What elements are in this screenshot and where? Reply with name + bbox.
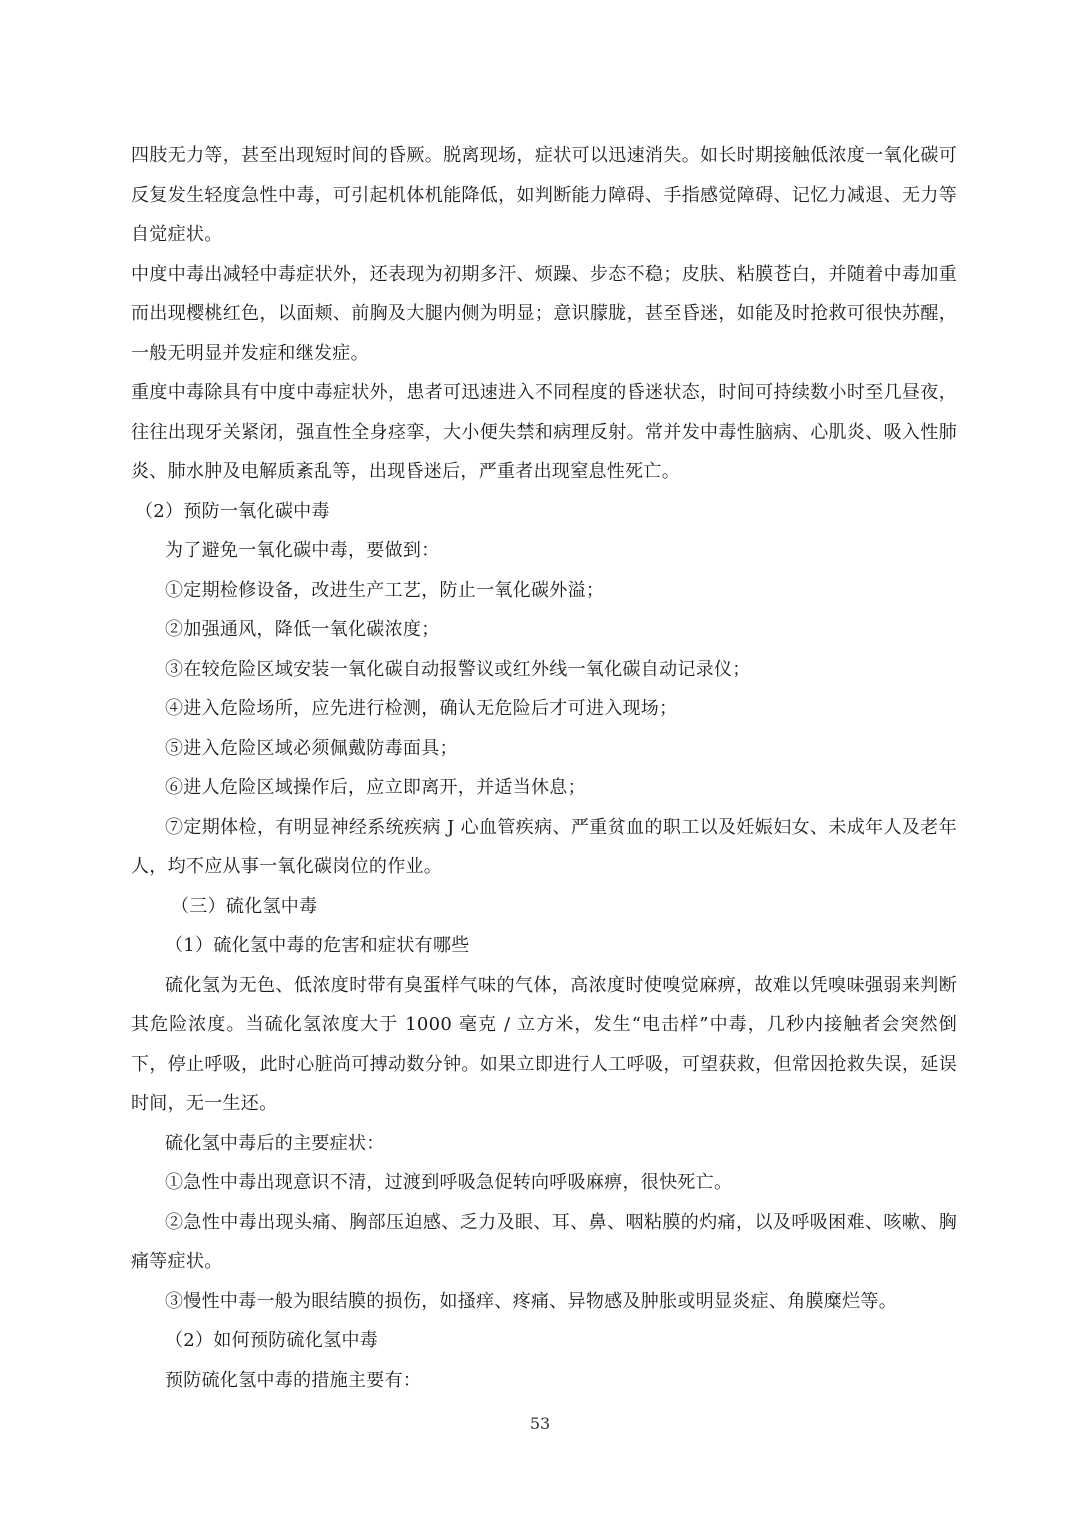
co-prevention-item: ⑥进人危险区域操作后，应立即离开，并适当休息； <box>165 777 586 798</box>
h2s-symptom-item: ①急性中毒出现意识不清，过渡到呼吸急促转向呼吸麻痹，很快死亡。 <box>165 1172 733 1193</box>
co-prevention-item: ④进入危险场所，应先进行检测，确认无危险后才可进入现场； <box>165 698 678 719</box>
h2s-hazards-paragraph: 硫化氢为无色、低浓度时带有臭蛋样气味的气体，高浓度时使嗅觉麻痹，故难以凭嗅味强弱来判断其危险浓度。当硫化氢浓度大于 1000 毫克 / 立方米，发生“电击样”中毒，几秒内接触者会突然倒下，停止呼吸，此时心脏尚可搏动数分钟。如果立即进行人工呼吸，可望获救，但常因抢救失误，延误时间，无一生还。 <box>131 974 958 1114</box>
page-number: 53 <box>529 1414 551 1433</box>
co-prevention-item: ①定期检修设备，改进生产工艺，防止一氧化碳外溢； <box>165 579 605 601</box>
co-prevention-heading: （2）预防一氧化碳中毒 <box>135 500 330 522</box>
h2s-prevention-heading: （2）如何预防硫化氢中毒 <box>165 1330 379 1351</box>
co-prevention-item: ③在较危险区域安装一氧化碳自动报警议或红外线一氧化碳自动记录仪； <box>165 658 751 680</box>
h2s-symptoms-intro: 硫化氢中毒后的主要症状： <box>165 1132 385 1154</box>
co-prevention-item: ②加强通风，降低一氧化碳浓度； <box>165 619 440 640</box>
paragraph-moderate-poisoning: 中度中毒出减轻中毒症状外，还表现为初期多汗、烦躁、步态不稳；皮肤、粘膜苍白，并随着中毒加重而出现樱桃红色，以面颊、前胸及大腿内侧为明显；意识朦胧，甚至昏迷，如能及时抢救可很快苏醒，一般无明显并发症和继发症。 <box>131 263 957 364</box>
co-prevention-intro: 为了避免一氧化碳中毒，要做到： <box>165 540 440 561</box>
h2s-hazards-heading: （1）硫化氢中毒的危害和症状有哪些 <box>165 935 470 956</box>
body-text <box>131 136 957 1400</box>
paragraph-severe-poisoning: 重度中毒除具有中度中毒症状外，患者可迅速进入不同程度的昏迷状态，时间可持续数小时至几昼夜，往往出现牙关紧闭，强直性全身痉挛，大小便失禁和病理反射。常并发中毒性脑病、心肌炎、吸入性肺炎、肺水肿及电解质紊乱等，出现昏迷后，严重者出现窒息性死亡。 <box>131 382 957 482</box>
h2s-symptom-item: ②急性中毒出现头痛、胸部压迫感、乏力及眼、耳、鼻、咽粘膜的灼痛，以及呼吸困难、咳嗽、胸痛等症状。 <box>131 1211 957 1272</box>
h2s-prevention-intro: 预防硫化氢中毒的措施主要有： <box>165 1369 422 1391</box>
h2s-section-heading: （三）硫化氢中毒 <box>171 895 318 917</box>
co-prevention-item: ⑦定期体检，有明显神经系统疾病 J 心血管疾病、严重贫血的职工以及妊娠妇女、未成年人及老年人，均不应从事一氧化碳岗位的作业。 <box>131 816 957 877</box>
co-prevention-item: ⑤进入危险区域必须佩戴防毒面具； <box>165 737 458 759</box>
h2s-symptom-item: ③慢性中毒一般为眼结膜的损伤，如搔痒、疼痛、异物感及肿胀或明显炎症、角膜糜烂等。 <box>165 1290 897 1312</box>
paragraph-mild-poisoning: 四肢无力等，甚至出现短时间的昏厥。脱离现场，症状可以迅速消失。如长时期接触低浓度一氧化碳可反复发生轻度急性中毒，可引起机体机能降低，如判断能力障碍、手指感觉障碍、记忆力减退、无力等自觉症状。 <box>131 145 957 245</box>
